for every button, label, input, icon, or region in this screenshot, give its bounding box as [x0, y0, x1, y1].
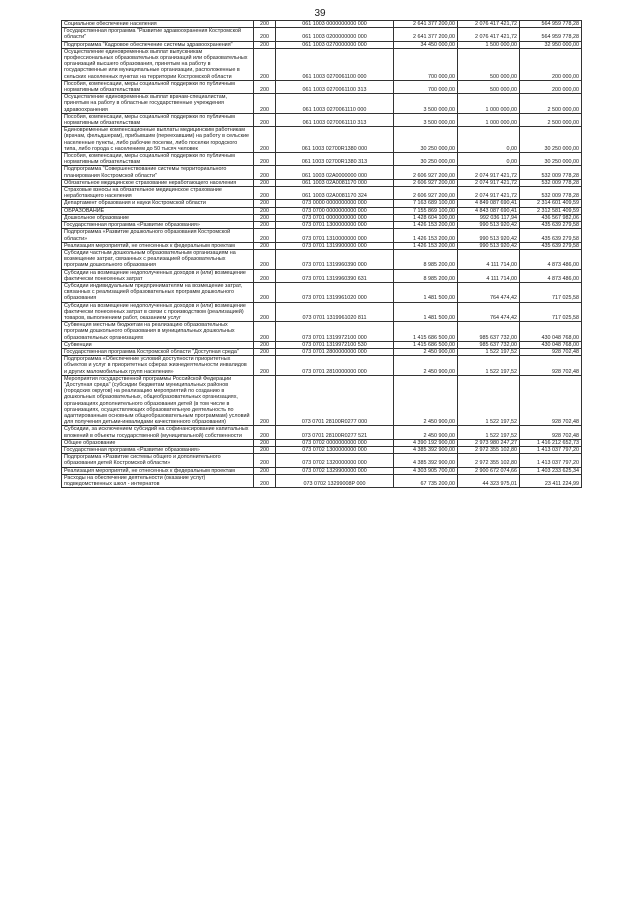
unexecuted-amount-cell: 430 048 768,00 [520, 341, 582, 348]
executed-amount-cell: 500 000,00 [458, 48, 520, 80]
approved-amount-cell: 8 985 200,00 [394, 249, 458, 269]
row-name-cell: Субвенция местным бюджетам на реализацию образовательных программ дошкольного образования в муниципальных дошкольных образовательных организациях [62, 322, 254, 342]
row-name-cell: Мероприятия государственной программы Российской Федерации "Доступная среда" (субсидии бюджетам муниципальных районов (городских округов) на реализацию мероприятий по созданию в дошкольных образовательных, общеобразовательных организациях, организациях дополнительного образования детей (в том числе в организациях, осуществляющих образовательную деятельность по адаптированным основным общеобразовательным программам) условий для получения детьми-инвалидами качественного образования) [62, 375, 254, 426]
budget-code-cell: 061 1003 0270061100 313 [276, 80, 394, 93]
table-row [62, 80, 582, 93]
row-name-cell: Субсидии частным дошкольным образовательным организациям на возмещение затрат, связанных с реализацией образовательных программ дошкольного образования [62, 249, 254, 269]
row-name-cell: Субсидии, за исключением субсидий на софинансирование капитальных вложений в объекты государственной (муниципальной) собственности [62, 426, 254, 439]
approved-amount-cell: 700 000,00 [394, 48, 458, 80]
approved-amount-cell: 1 481 500,00 [394, 282, 458, 302]
row-name-cell: Реализация мероприятий, не отнесенных к федеральным проектам [62, 467, 254, 474]
unexecuted-amount-cell: 435 639 279,58 [520, 222, 582, 229]
budget-code-cell: 073 0701 1319961020 000 [276, 282, 394, 302]
budget-code-cell: 073 0701 1319960390 631 [276, 269, 394, 282]
approved-amount-cell: 4 385 392 900,00 [394, 447, 458, 454]
budget-code-cell: 061 1003 0200000000 000 [276, 28, 394, 41]
budget-code-cell: 061 1003 0270000000 000 [276, 41, 394, 48]
unexecuted-amount-cell: 928 702,48 [520, 348, 582, 355]
budget-code-cell: 073 0701 28100R0277 000 [276, 375, 394, 426]
row-name-cell: Субвенции [62, 341, 254, 348]
table-row [62, 41, 582, 48]
executed-amount-cell: 0,00 [458, 127, 520, 153]
unexecuted-amount-cell: 1 413 037 797,20 [520, 447, 582, 454]
executed-amount-cell: 4 111 714,00 [458, 249, 520, 269]
group-code-cell: 200 [254, 153, 276, 166]
approved-amount-cell: 7 155 869 100,00 [394, 207, 458, 214]
table-row [62, 356, 582, 376]
table-row [62, 341, 582, 348]
table-row [62, 187, 582, 200]
unexecuted-amount-cell: 2 314 601 409,59 [520, 200, 582, 207]
row-name-cell: Государственная программа "Развитие здравоохранения Костромской области" [62, 28, 254, 41]
row-name-cell: ОБРАЗОВАНИЕ [62, 207, 254, 214]
group-code-cell: 200 [254, 187, 276, 200]
row-name-cell: Подпрограмма «Развитие дошкольного образования Костромской области» [62, 229, 254, 242]
unexecuted-amount-cell: 4 873 486,00 [520, 269, 582, 282]
executed-amount-cell: 4 111 714,00 [458, 269, 520, 282]
group-code-cell: 200 [254, 127, 276, 153]
group-code-cell: 200 [254, 48, 276, 80]
group-code-cell: 200 [254, 207, 276, 214]
budget-code-cell: 073 0701 1319961020 811 [276, 302, 394, 322]
approved-amount-cell: 700 000,00 [394, 80, 458, 93]
budget-code-cell: 061 1003 02700R1380 313 [276, 153, 394, 166]
group-code-cell: 200 [254, 166, 276, 179]
table-body [62, 21, 582, 488]
budget-code-cell: 061 1003 0270061110 313 [276, 113, 394, 126]
group-code-cell: 200 [254, 282, 276, 302]
row-name-cell: Расходы на обеспечение деятельности (оказание услуг) подведомственных школ - интернатов [62, 474, 254, 487]
unexecuted-amount-cell: 1 403 233 625,34 [520, 467, 582, 474]
row-name-cell: Субсидии на возмещение недополученных доходов и (или) возмещение фактически понесенных затрат в связи с производством (реализацией) товаров, выполнением работ, оказанием услуг [62, 302, 254, 322]
row-name-cell: Единовременные компенсационные выплаты медицинским работникам (врачам, фельдшерам), прибывшим (переехавшим) на работу в сельские населенные пункты, либо рабочие поселки, либо поселки городского типа, либо города с населением до 50 тысяч человек [62, 127, 254, 153]
executed-amount-cell: 4 843 087 690,41 [458, 207, 520, 214]
table-row [62, 166, 582, 179]
approved-amount-cell: 1 426 153 200,00 [394, 229, 458, 242]
budget-execution-table [61, 20, 582, 488]
group-code-cell: 200 [254, 447, 276, 454]
group-code-cell: 200 [254, 356, 276, 376]
approved-amount-cell: 1 426 153 200,00 [394, 222, 458, 229]
budget-code-cell: 073 0701 1319960390 000 [276, 249, 394, 269]
group-code-cell: 200 [254, 41, 276, 48]
row-name-cell: Общее образование [62, 439, 254, 446]
table-row [62, 454, 582, 467]
executed-amount-cell: 990 513 920,42 [458, 222, 520, 229]
approved-amount-cell: 1 428 604 100,00 [394, 214, 458, 221]
executed-amount-cell: 4 849 087 690,41 [458, 200, 520, 207]
group-code-cell: 200 [254, 28, 276, 41]
group-code-cell: 200 [254, 439, 276, 446]
row-name-cell: Обязательное медицинское страхование неработающего населения [62, 179, 254, 186]
budget-code-cell: 061 1003 0270061110 000 [276, 94, 394, 114]
executed-amount-cell: 1 000 000,00 [458, 113, 520, 126]
group-code-cell: 200 [254, 375, 276, 426]
unexecuted-amount-cell: 435 639 279,58 [520, 229, 582, 242]
budget-code-cell: 073 0702 13299008P 000 [276, 474, 394, 487]
group-code-cell: 200 [254, 474, 276, 487]
table-row [62, 113, 582, 126]
table-row [62, 222, 582, 229]
budget-code-cell: 061 1003 02А0000000 000 [276, 166, 394, 179]
table-row [62, 375, 582, 426]
row-name-cell: Реализация мероприятий, не отнесенных к федеральным проектам [62, 242, 254, 249]
executed-amount-cell: 2 972 355 102,80 [458, 447, 520, 454]
approved-amount-cell: 2 606 927 200,00 [394, 166, 458, 179]
approved-amount-cell: 2 450 900,00 [394, 426, 458, 439]
executed-amount-cell: 2 973 980 247,27 [458, 439, 520, 446]
group-code-cell: 200 [254, 341, 276, 348]
table-row [62, 474, 582, 487]
budget-code-cell: 073 0700 0000000000 000 [276, 207, 394, 214]
budget-code-cell: 073 0702 1320000000 000 [276, 454, 394, 467]
approved-amount-cell: 1 415 686 500,00 [394, 322, 458, 342]
group-code-cell: 200 [254, 348, 276, 355]
unexecuted-amount-cell: 30 250 000,00 [520, 153, 582, 166]
budget-code-cell: 073 0701 1319972100 530 [276, 341, 394, 348]
row-name-cell: Подпрограмма «Развитие системы общего и дополнительного образования детей Костромской области» [62, 454, 254, 467]
unexecuted-amount-cell: 1 413 037 797,20 [520, 454, 582, 467]
group-code-cell: 200 [254, 200, 276, 207]
table-row [62, 426, 582, 439]
executed-amount-cell: 990 513 920,42 [458, 242, 520, 249]
group-code-cell: 200 [254, 229, 276, 242]
unexecuted-amount-cell: 2 312 581 409,59 [520, 207, 582, 214]
row-name-cell: Подпрограмма "Кадровое обеспечение системы здравоохранения" [62, 41, 254, 48]
group-code-cell: 200 [254, 269, 276, 282]
group-code-cell: 200 [254, 454, 276, 467]
table-row [62, 214, 582, 221]
table-row [62, 322, 582, 342]
executed-amount-cell: 1 522 197,52 [458, 356, 520, 376]
budget-code-cell: 061 1003 0000000000 000 [276, 21, 394, 28]
table-row [62, 302, 582, 322]
table-row [62, 48, 582, 80]
table-row [62, 179, 582, 186]
approved-amount-cell: 2 641 377 200,00 [394, 21, 458, 28]
page-number: 39 [314, 8, 326, 19]
executed-amount-cell: 990 513 920,42 [458, 229, 520, 242]
row-name-cell: Пособия, компенсации, меры социальной поддержки по публичным нормативным обязательствам [62, 153, 254, 166]
row-name-cell: Подпрограмма «Обеспечение условий доступности приоритетных объектов и услуг в приоритетных сферах жизнедеятельности инвалидов и других маломобильных групп населения» [62, 356, 254, 376]
approved-amount-cell: 30 250 000,00 [394, 153, 458, 166]
approved-amount-cell: 3 500 000,00 [394, 113, 458, 126]
executed-amount-cell: 2 076 417 421,72 [458, 21, 520, 28]
approved-amount-cell: 1 415 686 500,00 [394, 341, 458, 348]
approved-amount-cell: 34 450 000,00 [394, 41, 458, 48]
approved-amount-cell: 2 606 927 200,00 [394, 187, 458, 200]
table-row [62, 282, 582, 302]
executed-amount-cell: 500 000,00 [458, 80, 520, 93]
budget-code-cell: 073 0701 2800000000 000 [276, 348, 394, 355]
budget-code-cell: 061 1003 02А0081170 000 [276, 179, 394, 186]
executed-amount-cell: 764 474,42 [458, 302, 520, 322]
unexecuted-amount-cell: 200 000,00 [520, 80, 582, 93]
approved-amount-cell: 30 250 000,00 [394, 127, 458, 153]
budget-code-cell: 073 0702 1329900000 000 [276, 467, 394, 474]
executed-amount-cell: 2 076 417 421,72 [458, 28, 520, 41]
budget-code-cell: 073 0701 1300000000 000 [276, 222, 394, 229]
budget-code-cell: 073 0701 28100R0277 521 [276, 426, 394, 439]
approved-amount-cell: 67 735 200,00 [394, 474, 458, 487]
group-code-cell: 200 [254, 113, 276, 126]
approved-amount-cell: 3 500 000,00 [394, 94, 458, 114]
unexecuted-amount-cell: 717 025,58 [520, 282, 582, 302]
row-name-cell: Подпрограмма "Совершенствование системы территориального планирования Костромской области" [62, 166, 254, 179]
table-row [62, 153, 582, 166]
unexecuted-amount-cell: 430 048 768,00 [520, 322, 582, 342]
approved-amount-cell: 2 450 900,00 [394, 348, 458, 355]
group-code-cell: 200 [254, 214, 276, 221]
executed-amount-cell: 992 036 117,94 [458, 214, 520, 221]
table-row [62, 242, 582, 249]
table-row [62, 229, 582, 242]
unexecuted-amount-cell: 717 025,58 [520, 302, 582, 322]
unexecuted-amount-cell: 30 250 000,00 [520, 127, 582, 153]
executed-amount-cell: 0,00 [458, 153, 520, 166]
unexecuted-amount-cell: 532 009 778,28 [520, 179, 582, 186]
executed-amount-cell: 985 637 732,00 [458, 322, 520, 342]
approved-amount-cell: 2 450 900,00 [394, 356, 458, 376]
row-name-cell: Государственная программа Костромской области "Доступная среда" [62, 348, 254, 355]
unexecuted-amount-cell: 928 702,48 [520, 426, 582, 439]
row-name-cell: Пособия, компенсации, меры социальной поддержки по публичным нормативным обязательствам [62, 113, 254, 126]
executed-amount-cell: 2 074 917 421,72 [458, 179, 520, 186]
unexecuted-amount-cell: 928 702,48 [520, 375, 582, 426]
executed-amount-cell: 2 972 355 102,80 [458, 454, 520, 467]
unexecuted-amount-cell: 564 959 778,28 [520, 21, 582, 28]
executed-amount-cell: 1 500 000,00 [458, 41, 520, 48]
unexecuted-amount-cell: 435 639 279,58 [520, 242, 582, 249]
group-code-cell: 200 [254, 302, 276, 322]
budget-code-cell: 061 1003 0270061100 000 [276, 48, 394, 80]
row-name-cell: Осуществление единовременных выплат выпускникам профессиональных образовательных организаций или образовательных организаций высшего образования, принятым на работу в государственные или муниципальные организации, расположенные в сельских населенных пунктах на территории Костромской области [62, 48, 254, 80]
executed-amount-cell: 2 900 672 074,66 [458, 467, 520, 474]
group-code-cell: 200 [254, 179, 276, 186]
row-name-cell: Страховые взносы на обязательное медицинское страхование неработающего населения [62, 187, 254, 200]
budget-code-cell: 073 0701 2810000000 000 [276, 356, 394, 376]
unexecuted-amount-cell: 532 009 778,28 [520, 166, 582, 179]
approved-amount-cell: 4 385 392 900,00 [394, 454, 458, 467]
unexecuted-amount-cell: 4 873 486,00 [520, 249, 582, 269]
unexecuted-amount-cell: 532 009 778,28 [520, 187, 582, 200]
unexecuted-amount-cell: 2 500 000,00 [520, 94, 582, 114]
row-name-cell: Департамент образования и науки Костромской области [62, 200, 254, 207]
table-row [62, 348, 582, 355]
table-row [62, 207, 582, 214]
group-code-cell: 200 [254, 242, 276, 249]
approved-amount-cell: 2 450 900,00 [394, 375, 458, 426]
row-name-cell: Осуществление единовременных выплат врачам-специалистам, принятым на работу в областные государственные учреждения здравоохранения [62, 94, 254, 114]
table-row [62, 94, 582, 114]
approved-amount-cell: 2 641 377 200,00 [394, 28, 458, 41]
unexecuted-amount-cell: 200 000,00 [520, 48, 582, 80]
budget-code-cell: 073 0000 0000000000 000 [276, 200, 394, 207]
budget-code-cell: 073 0702 1300000000 000 [276, 447, 394, 454]
executed-amount-cell: 1 522 197,52 [458, 375, 520, 426]
executed-amount-cell: 44 323 975,01 [458, 474, 520, 487]
approved-amount-cell: 2 606 927 200,00 [394, 179, 458, 186]
budget-code-cell: 073 0701 1319972100 000 [276, 322, 394, 342]
group-code-cell: 200 [254, 322, 276, 342]
executed-amount-cell: 2 074 917 421,72 [458, 166, 520, 179]
unexecuted-amount-cell: 928 702,48 [520, 356, 582, 376]
executed-amount-cell: 985 637 732,00 [458, 341, 520, 348]
table-row [62, 28, 582, 41]
approved-amount-cell: 1 426 153 200,00 [394, 242, 458, 249]
row-name-cell: Субсидии на возмещение недополученных доходов и (или) возмещение фактически понесенных затрат [62, 269, 254, 282]
row-name-cell: Государственная программа «Развитие образования» [62, 222, 254, 229]
unexecuted-amount-cell: 436 567 982,06 [520, 214, 582, 221]
group-code-cell: 200 [254, 80, 276, 93]
executed-amount-cell: 1 522 197,52 [458, 426, 520, 439]
table-row [62, 21, 582, 28]
executed-amount-cell: 1 522 197,52 [458, 348, 520, 355]
executed-amount-cell: 764 474,42 [458, 282, 520, 302]
approved-amount-cell: 8 985 200,00 [394, 269, 458, 282]
table-row [62, 447, 582, 454]
group-code-cell: 200 [254, 94, 276, 114]
table-row [62, 127, 582, 153]
unexecuted-amount-cell: 1 416 212 652,73 [520, 439, 582, 446]
approved-amount-cell: 4 303 905 700,00 [394, 467, 458, 474]
group-code-cell: 200 [254, 21, 276, 28]
table-row [62, 269, 582, 282]
unexecuted-amount-cell: 23 411 224,99 [520, 474, 582, 487]
row-name-cell: Пособия, компенсации, меры социальной поддержки по публичным нормативным обязательствам [62, 80, 254, 93]
unexecuted-amount-cell: 2 500 000,00 [520, 113, 582, 126]
row-name-cell: Дошкольное образование [62, 214, 254, 221]
budget-code-cell: 061 1003 02А0081170 324 [276, 187, 394, 200]
row-name-cell: Государственная программа «Развитие образования» [62, 447, 254, 454]
budget-code-cell: 073 0701 0000000000 000 [276, 214, 394, 221]
budget-code-cell: 073 0701 1319900000 000 [276, 242, 394, 249]
table-row [62, 249, 582, 269]
approved-amount-cell: 7 163 689 100,00 [394, 200, 458, 207]
budget-code-cell: 073 0701 1310000000 000 [276, 229, 394, 242]
unexecuted-amount-cell: 564 959 778,28 [520, 28, 582, 41]
budget-code-cell: 073 0702 0000000000 000 [276, 439, 394, 446]
table-row [62, 439, 582, 446]
approved-amount-cell: 4 390 192 900,00 [394, 439, 458, 446]
table-row [62, 467, 582, 474]
row-name-cell: Социальное обеспечение населения [62, 21, 254, 28]
group-code-cell: 200 [254, 467, 276, 474]
approved-amount-cell: 1 481 500,00 [394, 302, 458, 322]
group-code-cell: 200 [254, 426, 276, 439]
executed-amount-cell: 1 000 000,00 [458, 94, 520, 114]
row-name-cell: Субсидии индивидуальным предпринимателям на возмещение затрат, связанных с реализацией образовательных программ дошкольного образования [62, 282, 254, 302]
table-row [62, 200, 582, 207]
group-code-cell: 200 [254, 222, 276, 229]
executed-amount-cell: 2 074 917 421,72 [458, 187, 520, 200]
budget-code-cell: 061 1003 02700R1380 000 [276, 127, 394, 153]
group-code-cell: 200 [254, 249, 276, 269]
unexecuted-amount-cell: 32 950 000,00 [520, 41, 582, 48]
